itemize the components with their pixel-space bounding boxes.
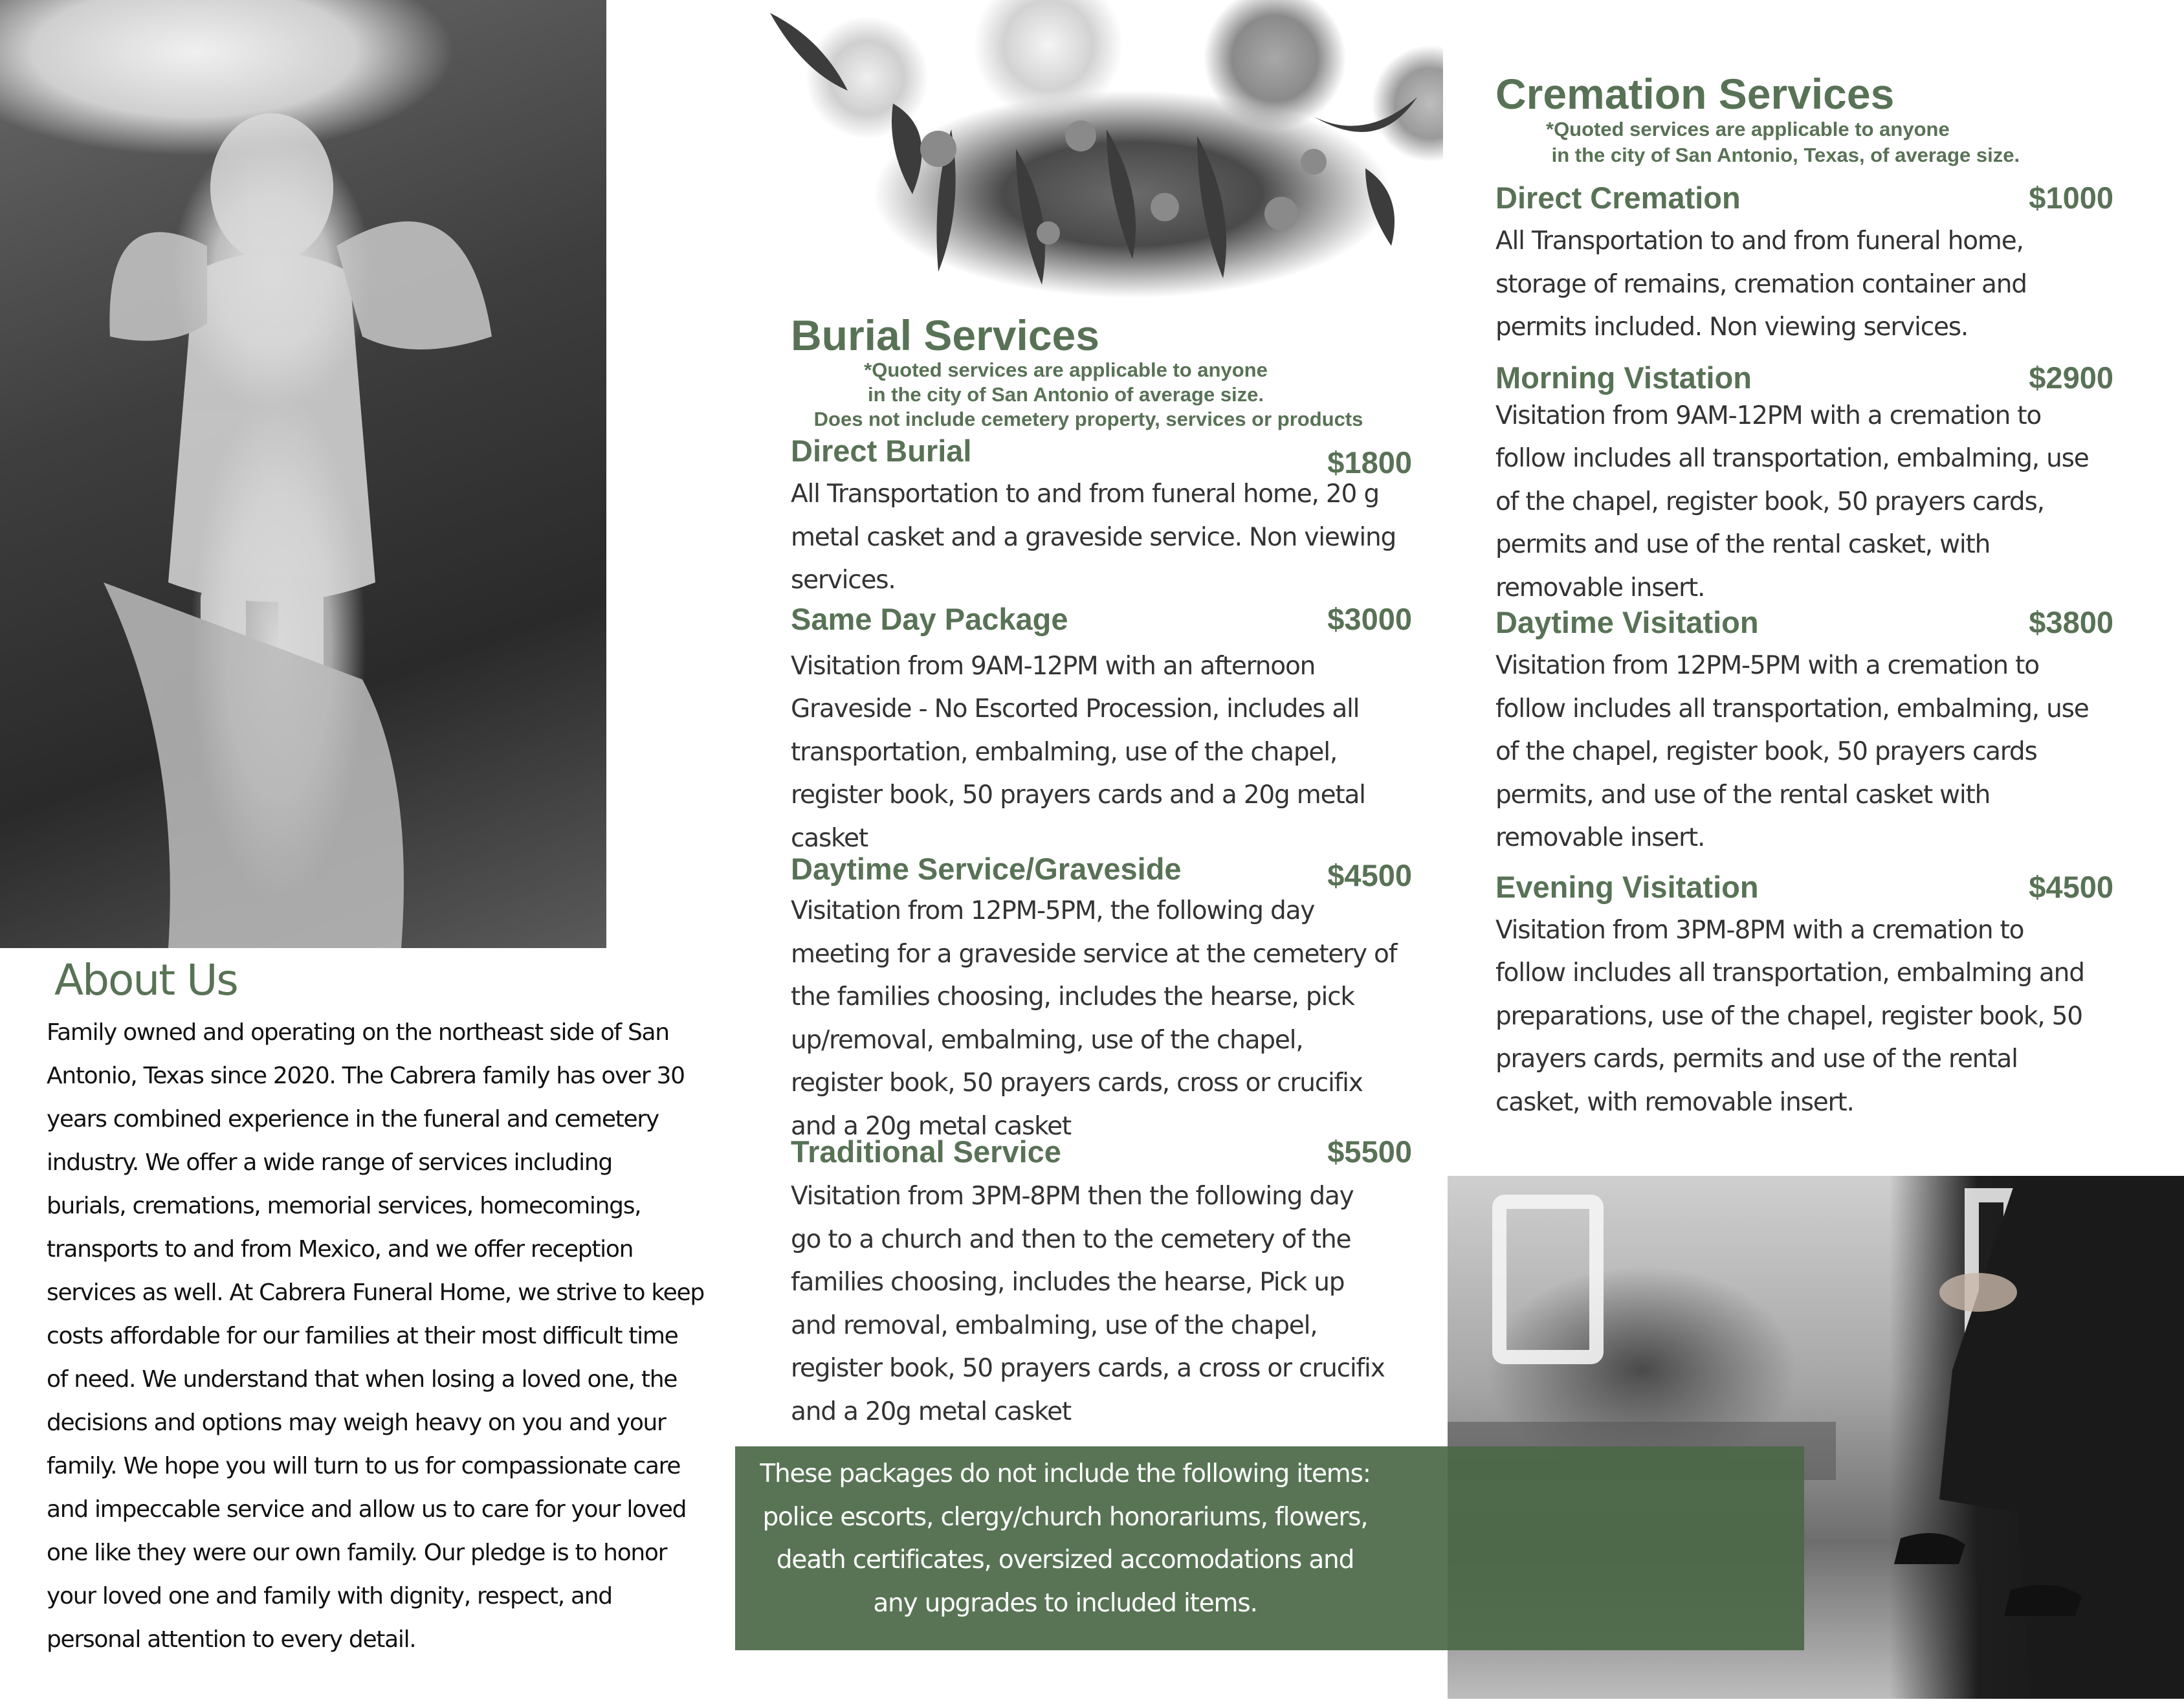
- service-name: Direct Cremation: [1495, 181, 1741, 215]
- service-name: Same Day Package: [791, 601, 1068, 636]
- service-evening-visitation: [1495, 869, 2113, 1125]
- flower-leaves-icon: [744, 0, 1443, 301]
- cremation-section: [1495, 72, 2113, 1124]
- service-direct-cremation: [1495, 182, 2113, 349]
- about-section: [47, 951, 733, 1661]
- service-name: Morning Vistation: [1495, 360, 1752, 395]
- exclusions-box: [735, 1446, 1804, 1650]
- service-description: Visitation from 3PM-8PM then the following day go to a church and then to the cemetery of the families choosing, includes the hearse, Pick up and removal, embalming, use of the chapel, register book, 50 prayers cards, a cross or crucifix and a 20g metal casket: [791, 1182, 1385, 1426]
- about-title: About Us: [54, 955, 237, 1005]
- angel-statue-icon: [0, 0, 606, 948]
- about-body: Family owned and operating on the northeast side of San Antonio, Texas since 2020. The Cabrera family has over 30 years combined experience in the funeral and cemetery industry. We offer a wide range of services including burials, cremations, memorial services, homecomings, transports to and from Mexico, and we offer reception services as well. At Cabrera Funeral Home, we strive to keep costs affordable for our families at their most difficult time of need. We understand that when losing a loved one, the decisions and options may weigh heavy on you and your family. We hope you will turn to us for compassionate care and impeccable service and allow us to care for your loved one like they were our own family. Our pledge is to honor your loved one and family with dignity, respect, and personal attention to every detail.: [47, 1019, 704, 1653]
- service-price: $2900: [2029, 360, 2113, 395]
- service-price: $1000: [2029, 181, 2113, 215]
- angel-statue-photo: [0, 0, 606, 948]
- service-description: Visitation from 12PM-5PM, the following day meeting for a graveside service at the cemetery of the families choosing, includes the hearse, pick up/removal, embalming, use of the chapel, register book, 50 prayers cards, cross or crucifix and a 20g metal casket: [791, 896, 1397, 1141]
- service-description: Visitation from 12PM-5PM with a cremation to follow includes all transportation, embalming, use of the chapel, register book, 50 prayers cards permits, and use of the rental casket with removable insert.: [1495, 651, 2089, 852]
- cremation-title: Cremation Services: [1495, 70, 1895, 118]
- burial-section: [791, 311, 1412, 1433]
- service-description: All Transportation to and from funeral home, storage of remains, cremation container and permits included. Non viewing services.: [1495, 227, 2027, 342]
- service-name: Traditional Service: [791, 1134, 1061, 1169]
- service-direct-burial: [791, 436, 1412, 602]
- service-price: $3000: [1327, 601, 1412, 636]
- service-morning-visitation: [1495, 362, 2113, 610]
- service-name: Direct Burial: [791, 434, 972, 468]
- service-name: Evening Visitation: [1495, 869, 1759, 904]
- service-price: $3800: [2029, 605, 2113, 639]
- service-daytime-graveside: [791, 854, 1412, 1148]
- cremation-note: *Quoted services are applicable to anyone in the city of San Antonio, Texas, of average size.: [1546, 118, 2020, 166]
- service-name: Daytime Visitation: [1495, 605, 1759, 639]
- service-price: $4500: [1327, 858, 1412, 892]
- service-name: Daytime Service/Graveside: [791, 852, 1182, 886]
- service-same-day-package: [791, 601, 1412, 861]
- service-description: Visitation from 3PM-8PM with a cremation to follow includes all transportation, embalming and preparations, use of the chapel, register book, 50 prayers cards, permits and use of the rental casket, with removable insert.: [1495, 915, 2084, 1117]
- service-daytime-visitation: [1495, 607, 2113, 860]
- burial-note: *Quoted services are applicable to anyone in the city of San Antonio of average size. Does not include cemetery property, services or products: [813, 359, 1363, 430]
- service-price: $5500: [1327, 1134, 1412, 1169]
- exclusions-text: These packages do not include the following items: police escorts, clergy/church honorariums, flowers, death certificates, oversized accomodations and any upgrades to included items.: [760, 1459, 1371, 1618]
- flower-bouquet-graphic: [744, 0, 1443, 301]
- service-description: All Transportation to and from funeral home, 20 g metal casket and a graveside service. Non viewing services.: [791, 480, 1396, 595]
- service-traditional: [791, 1136, 1412, 1433]
- service-description: Visitation from 9AM-12PM with a cremation to follow includes all transportation, embalming, use of the chapel, register book, 50 prayers cards, permits and use of the rental casket, with removable insert.: [1495, 401, 2089, 602]
- service-price: $4500: [2029, 869, 2113, 904]
- service-description: Visitation from 9AM-12PM with an afternoon Graveside - No Escorted Procession, includes all transportation, embalming, use of the chapel, register book, 50 prayers cards and a 20g metal casket: [791, 651, 1365, 853]
- burial-title: Burial Services: [791, 311, 1099, 359]
- service-price: $1800: [1327, 445, 1412, 480]
